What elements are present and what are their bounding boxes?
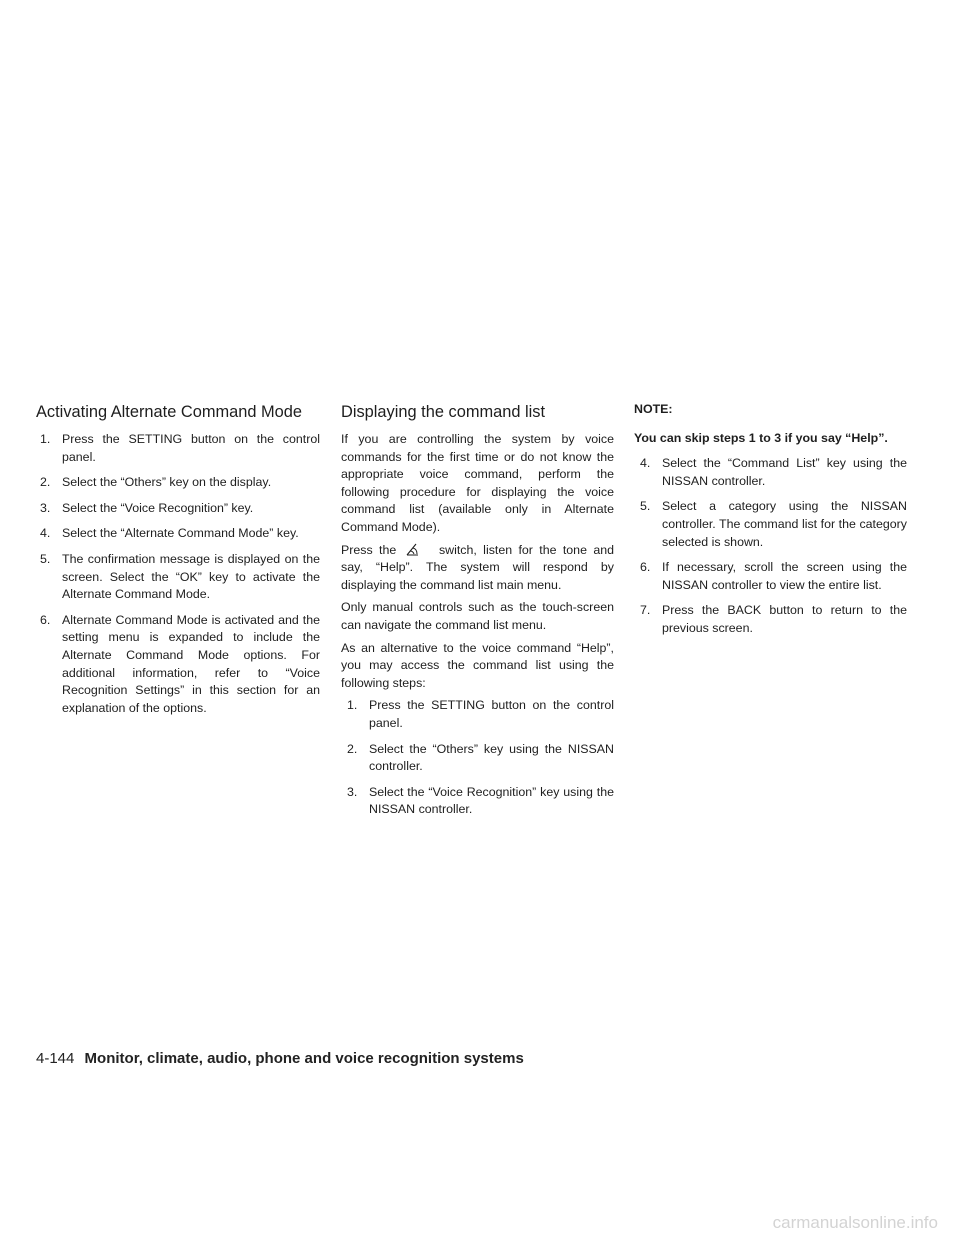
list-item: [36, 431, 320, 466]
step-text: Select the “Voice Recognition” key.: [62, 500, 254, 515]
step-number: 4.: [40, 526, 51, 541]
step-text: Select the “Others” key using the NISSAN controller.: [369, 741, 614, 774]
step-number: 6.: [640, 560, 651, 575]
step-number: 2.: [347, 741, 358, 756]
site-watermark: carmanualsonline.info: [772, 1213, 938, 1232]
list-item: [341, 741, 614, 776]
step-list: [634, 455, 907, 637]
list-item: [36, 500, 320, 518]
section-heading: Activating Alternate Command Mode: [36, 403, 303, 421]
step-text: Select a category using the NISSAN controller. The command list for the category selected is shown.: [662, 499, 907, 549]
press-paragraph: [341, 542, 614, 595]
list-item: [341, 697, 614, 732]
press-suffix: switch, listen for the tone and say, “Help”. The system will respond by displaying the command list main menu.: [341, 542, 614, 592]
step-number: 7.: [640, 603, 651, 618]
step-text: Select the “Command List” key using the NISSAN controller.: [662, 456, 907, 488]
list-item: [634, 602, 907, 637]
step-number: 1.: [40, 432, 51, 446]
section-alternate-command-mode: [36, 401, 320, 725]
intro-paragraph: If you are controlling the system by voice commands for the first time or do not know the appropriate voice command, perform the following procedure for displaying the voice command list (available only in Alternate Command Mode).: [341, 432, 614, 534]
list-item: [634, 559, 907, 594]
step-text: Press the BACK button to return to the previous screen.: [662, 603, 907, 635]
section-note: [634, 401, 907, 646]
list-item: [634, 498, 907, 551]
step-number: 4.: [640, 456, 651, 471]
step-text: The confirmation message is displayed on the screen. Select the “OK” key to activate the Alternate Command Mode.: [62, 551, 320, 602]
step-text: Select the “Others” key on the display.: [62, 475, 272, 490]
step-number: 5.: [40, 551, 51, 566]
step-number: 1.: [347, 698, 358, 713]
section-heading: Displaying the command list: [341, 403, 546, 421]
list-item: [634, 455, 907, 490]
press-prefix: Press the: [341, 542, 397, 557]
step-text: Press the SETTING button on the control panel.: [369, 698, 614, 730]
step-number: 5.: [640, 499, 651, 514]
step-text: Alternate Command Mode is activated and the setting menu is expanded to include the Alternate Command Mode options. For additional information, refer to “Voice Recognition Settings” in this section for an explanation of the options.: [62, 612, 320, 715]
note-text: You can skip steps 1 to 3 if you say “Help”.: [634, 430, 888, 445]
note-label: NOTE:: [634, 402, 673, 416]
step-text: Press the SETTING button on the control panel.: [62, 432, 320, 464]
section-command-list: [341, 401, 614, 827]
page-footer: [36, 1049, 524, 1069]
step-number: 6.: [40, 612, 51, 627]
talk-switch-icon: [403, 542, 433, 556]
step-list: [36, 431, 320, 717]
page-number: 4-144: [36, 1050, 75, 1067]
list-item: [36, 474, 320, 492]
step-number: 3.: [347, 784, 358, 799]
step-text: If necessary, scroll the screen using the NISSAN controller to view the entire list.: [662, 560, 907, 592]
list-item: [36, 525, 320, 543]
manual-note-paragraph: Only manual controls such as the touch-screen can navigate the command list menu.: [341, 600, 614, 632]
step-number: 3.: [40, 500, 51, 515]
list-item: [341, 784, 614, 819]
list-item: [36, 612, 320, 718]
step-text: Select the “Voice Recognition” key using the NISSAN controller.: [369, 784, 614, 817]
step-number: 2.: [40, 475, 51, 490]
chapter-title: Monitor, climate, audio, phone and voice recognition systems: [84, 1050, 524, 1067]
step-text: Select the “Alternate Command Mode” key.: [62, 526, 299, 541]
step-list: [341, 697, 614, 819]
list-item: [36, 551, 320, 604]
alternative-paragraph: As an alternative to the voice command “Help”, you may access the command list using the following steps:: [341, 640, 614, 690]
